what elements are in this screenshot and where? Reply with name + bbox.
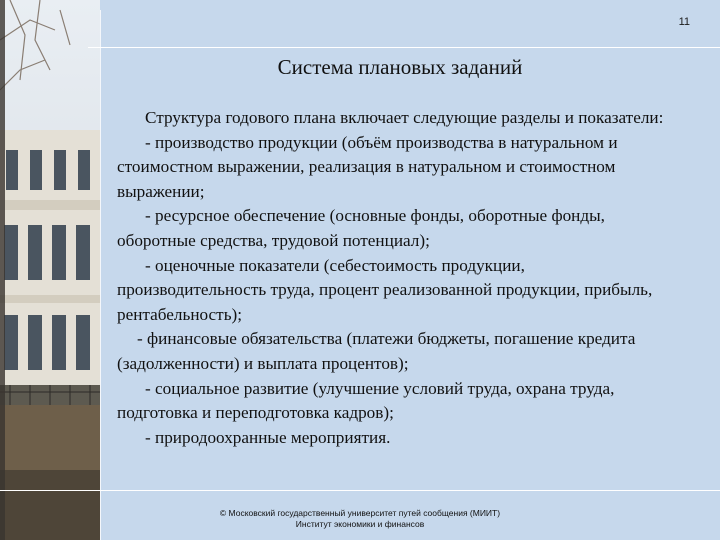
footer (200, 508, 520, 530)
building-photo (0, 0, 100, 540)
bottom-divider (0, 490, 720, 491)
list-item-resources: - ресурсное обеспечение (основные фонды, оборотные фонды, оборотные средства, трудовой потенциал); (117, 206, 605, 250)
vertical-divider (100, 10, 101, 540)
list-item-finance: - финансовые обязательства (платежи бюджеты, погашение кредита (задолженности) и выплата процентов); (117, 329, 636, 373)
list-item-indicators: - оценочные показатели (себестоимость продукции, производительность труда, процент реализованной продукции, прибыль, рентабельность); (117, 255, 653, 324)
page-number: 11 (678, 16, 690, 28)
list-item-social: - социальное развитие (улучшение условий труда, охрана труда, подготовка и переподготовка кадров); (117, 378, 615, 423)
slide-title: Система плановых заданий (277, 55, 523, 79)
footer-copyright: © Московский государственный университет путей сообщения (МИИТ) (219, 508, 501, 518)
top-divider (88, 47, 720, 48)
list-item-production: - производство продукции (объём производства в натуральном и стоимостном выражении, реализация в натуральном и стоимостном выражении; (117, 132, 618, 201)
footer-institute: Институт экономики и финансов (295, 519, 425, 529)
list-item-environment: - природоохранные мероприятия. (145, 427, 391, 447)
intro-paragraph: Структура годового плана включает следующие разделы и показатели: (145, 108, 664, 127)
building-photo-graphic (0, 0, 100, 540)
slide-body (117, 106, 677, 450)
